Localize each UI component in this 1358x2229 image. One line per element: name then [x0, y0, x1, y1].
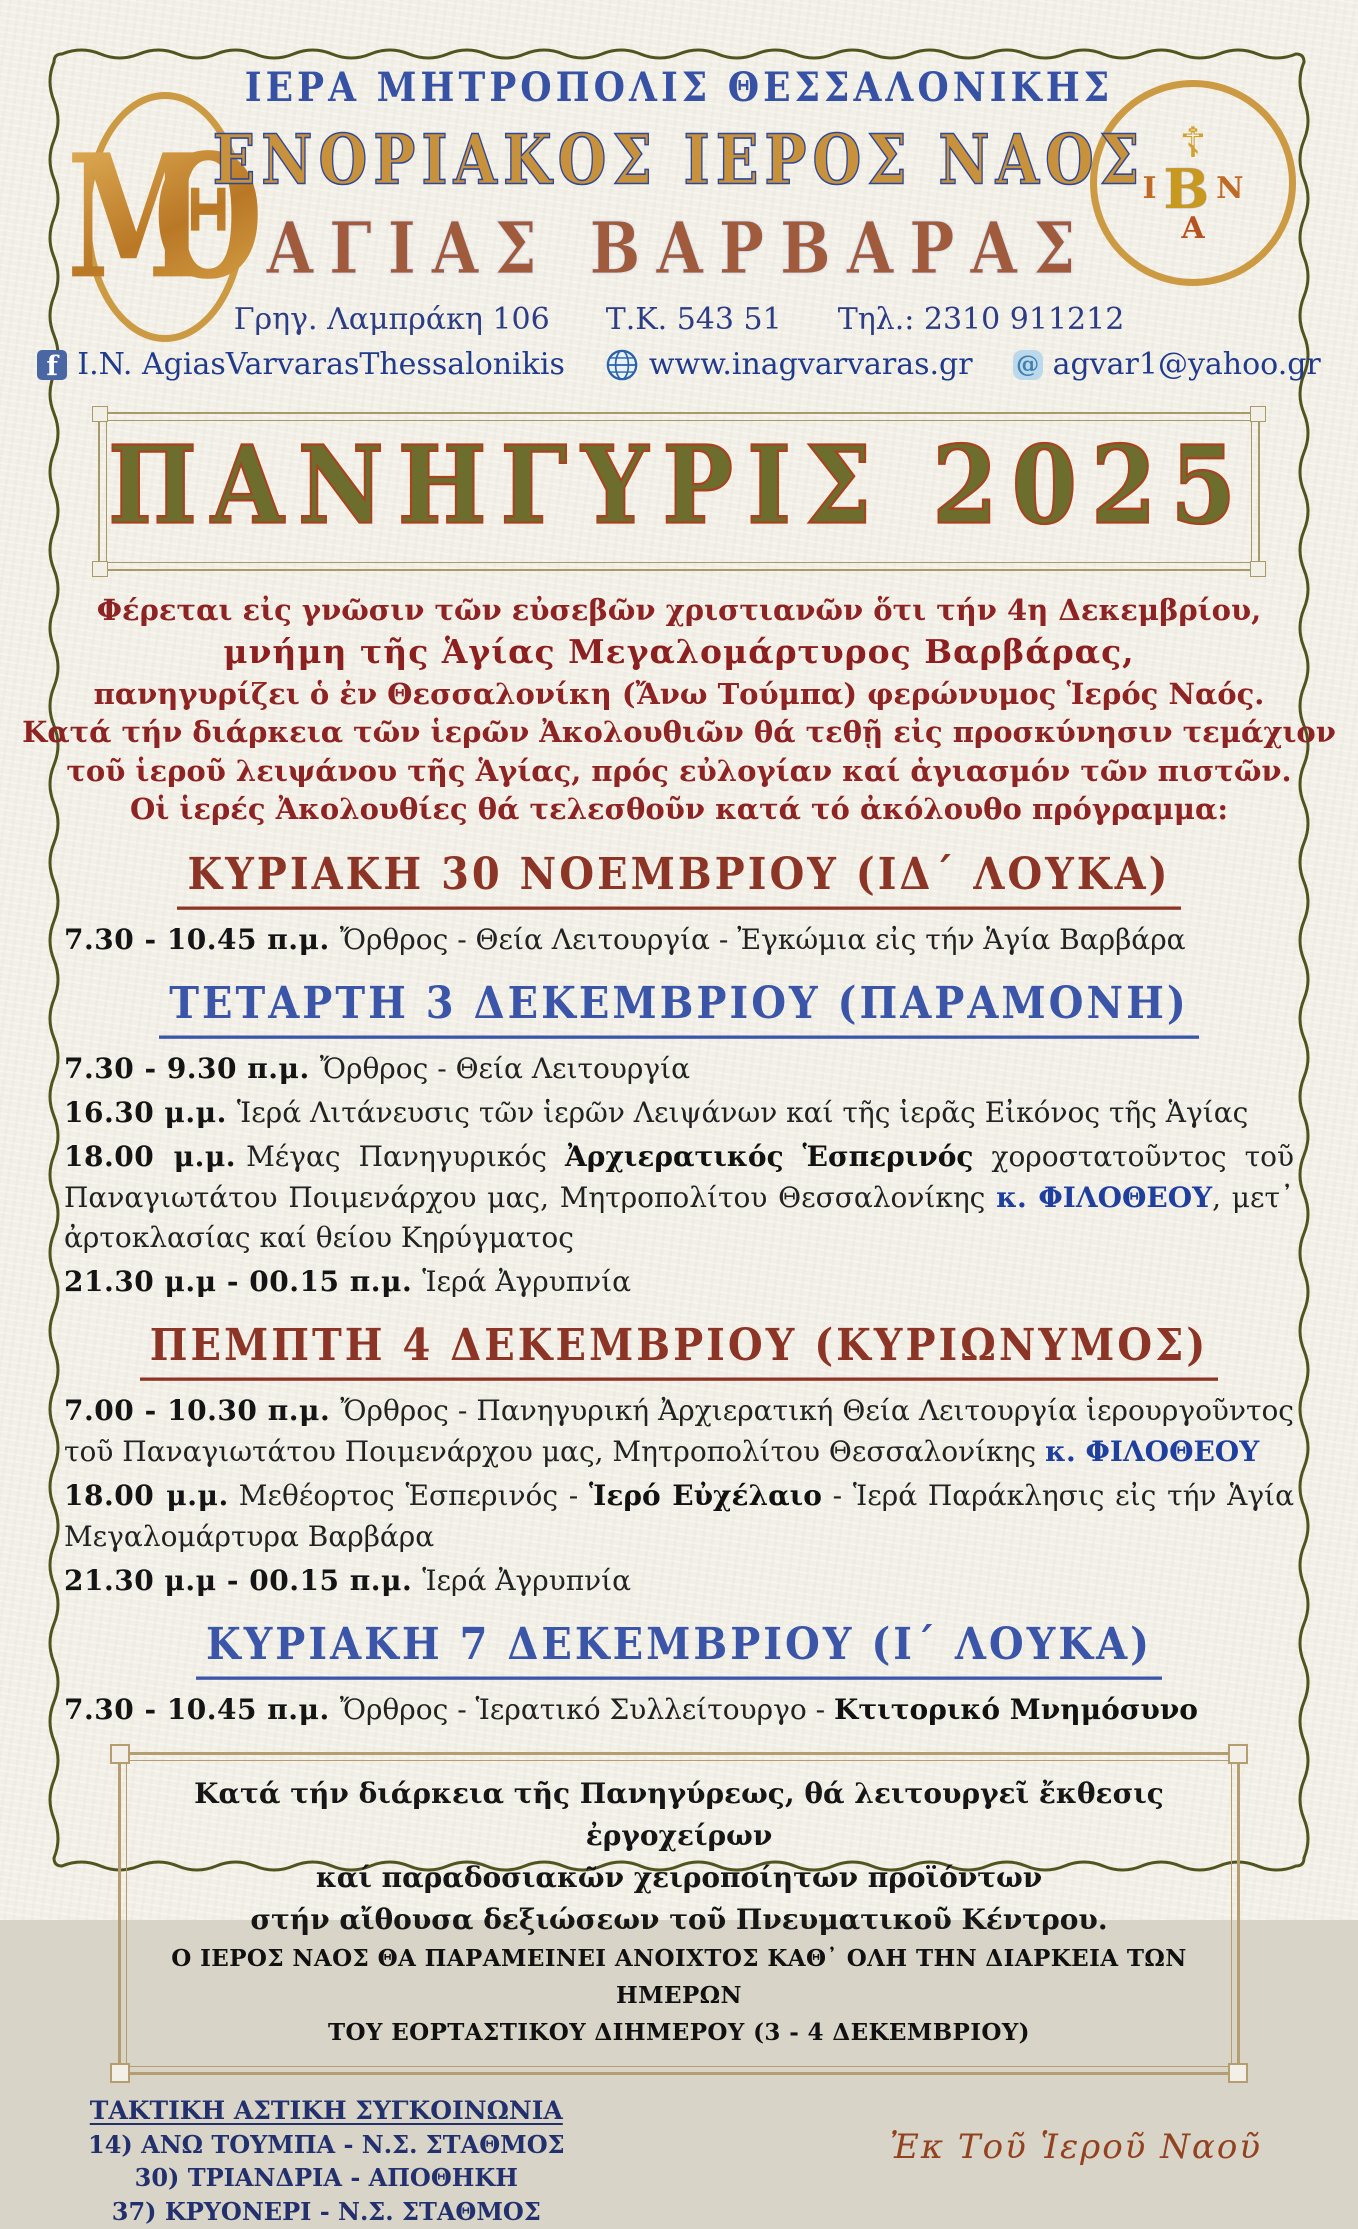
monogram-letter-right: Ν	[1216, 171, 1244, 206]
service-description: Μέγας Πανηγυρικός	[246, 1139, 566, 1173]
phone-number: Τηλ.: 2310 911212	[837, 302, 1125, 337]
frame-corner-ornament	[1250, 406, 1266, 422]
title-frame	[98, 412, 1260, 571]
bus-line: 14) ΑΝΩ ΤΟΥΜΠΑ - Ν.Σ. ΣΤΑΘΜΟΣ	[88, 2129, 565, 2159]
schedule-row	[64, 1690, 1294, 1731]
contacts-line	[0, 347, 1358, 382]
service-highlight: Ἀρχιερατικός Ἑσπερινός	[565, 1139, 974, 1173]
intro-paragraph	[0, 591, 1358, 829]
transport-title: ΤΑΚΤΙΚΗ ΑΣΤΙΚΗ ΣΥΓΚΟΙΝΩΝΙΑ	[89, 2095, 563, 2125]
notice-line: καί παραδοσιακῶν χειροποίητων προϊόντων	[315, 1861, 1043, 1895]
website-contact	[605, 347, 973, 382]
metropolis-name: ΙΕΡΑ ΜΗΤΡΟΠΟΛΙΣ ΘΕΣΣΑΛΟΝΙΚΗΣ	[244, 64, 1114, 112]
service-description: Ἱερά Ἀγρυπνία	[422, 1563, 632, 1597]
schedule-row	[64, 1476, 1294, 1558]
service-time: 18.00 μ.μ.	[64, 1478, 229, 1512]
intro-line: πανηγυρίζει ὁ ἐν Θεσσαλονίκη (Ἄνω Τούμπα) φερώνυμος Ἱερός Ναός.	[93, 676, 1265, 711]
parish-name-line1: ΕΝΟΡΙΑΚΟΣ ΙΕΡΟΣ ΝΑΟΣ	[212, 120, 1146, 201]
schedule-section-sunday-dec7	[0, 1605, 1358, 1731]
notice-corner-ornament	[1228, 2063, 1248, 2083]
service-highlight: Ἱερό Εὐχέλαιο	[589, 1478, 822, 1512]
globe-icon	[605, 348, 639, 382]
public-transport-info	[88, 2093, 565, 2229]
monogram-letter-left: Ι	[1142, 171, 1157, 206]
frame-corner-ornament	[92, 406, 108, 422]
notice-box	[118, 1752, 1240, 2074]
service-highlight: Κτιτορικό Μνημόσυνο	[833, 1692, 1198, 1726]
service-time: 16.30 μ.μ.	[64, 1095, 227, 1129]
notice-corner-ornament	[1228, 1744, 1248, 1764]
facebook-icon: f	[37, 350, 67, 380]
service-time: 21.30 μ.μ - 00.15 π.μ.	[64, 1563, 413, 1597]
title-frame-inner	[106, 420, 1252, 563]
website-url: www.inagvarvaras.gr	[648, 347, 973, 382]
poster-footer	[88, 2093, 1262, 2229]
schedule-row	[64, 1391, 1294, 1473]
service-description: , μετ᾽ ἀρτοκλασίας καί θείου Κηρύγματος	[64, 1180, 1295, 1255]
notice-line-caps: Ο ΙΕΡΟΣ ΝΑΟΣ ΘΑ ΠΑΡΑΜΕΙΝΕΙ ΑΝΟΙΧΤΟΣ ΚΑΘ᾽ ΟΛΗ ΤΗΝ ΔΙΑΡΚΕΙΑ ΤΩΝ ΗΜΕΡΩΝ	[171, 1945, 1187, 2010]
service-time: 7.30 - 10.45 π.μ.	[64, 923, 330, 957]
notice-line: στήν αἴθουσα δεξιώσεων τοῦ Πνευματικοῦ Κέντρου.	[250, 1903, 1108, 1937]
bus-line: 30) ΤΡΙΑΝΔΡΙΑ - ΑΠΟΘΗΚΗ	[134, 2163, 518, 2193]
service-time: 7.30 - 10.45 π.μ.	[64, 1692, 330, 1726]
notice-corner-ornament	[110, 1744, 130, 1764]
service-description: χοροστατοῦντος τοῦ Παναγιωτάτου Ποιμενάρχου μας, Μητροπολίτου Θεσσαλονίκης	[64, 1139, 1294, 1214]
monogram-letter-bottom: Α	[1181, 211, 1205, 246]
notice-box-inner	[126, 1760, 1232, 2066]
intro-line: Κατά τήν διάρκεια τῶν ἱερῶν Ἀκολουθιῶν θά τεθῇ εἰς προσκύνησιν τεμάχιον	[22, 715, 1336, 750]
schedule-section-sunday-nov30	[0, 835, 1358, 961]
email-icon: @	[1013, 350, 1043, 380]
schedule-row	[64, 1049, 1294, 1090]
postal-code: Τ.Κ. 543 51	[605, 302, 782, 337]
section-title: ΚΥΡΙΑΚΗ 7 ΔΕΚΕΜΒΡΙΟΥ (Ι΄ ΛΟΥΚΑ)	[196, 1618, 1162, 1680]
schedule-section-thursday-dec4	[0, 1306, 1358, 1601]
bus-line: 37) ΚΡΥΟΝΕΡΙ - Ν.Σ. ΣΤΑΘΜΟΣ	[111, 2196, 541, 2226]
section-title: ΚΥΡΙΑΚΗ 30 ΝΟΕΜΒΡΙΟΥ (ΙΔ΄ ΛΟΥΚΑ)	[177, 848, 1180, 910]
frame-corner-ornament	[92, 561, 108, 577]
service-time: 21.30 μ.μ - 00.15 π.μ.	[64, 1265, 413, 1299]
service-description: Ἱερά Λιτάνευσις τῶν ἱερῶν Λειψάνων καί τῆς ἱερᾶς Εἰκόνος τῆς Ἁγίας	[236, 1095, 1249, 1129]
facebook-contact	[37, 347, 565, 382]
monogram-letter-center: Β	[1163, 157, 1210, 221]
orthodox-cross-icon: ☦	[1179, 118, 1207, 167]
service-time: 18.00 μ.μ.	[64, 1139, 237, 1173]
metropolitan-name: κ. ΦΙΛΟΘΕΟΥ	[1044, 1435, 1260, 1469]
service-description: Ὄρθρος - Ἱερατικό Συλλείτουργο -	[339, 1692, 834, 1726]
frame-corner-ornament	[1250, 561, 1266, 577]
service-time: 7.30 - 9.30 π.μ.	[64, 1051, 310, 1085]
facebook-label: I.N. AgiasVarvarasThessalonikis	[77, 347, 565, 382]
notice-corner-ornament	[110, 2063, 130, 2083]
intro-line: Οἱ ἱερές Ἀκολουθίες θά τελεσθοῦν κατά τό ἀκόλουθο πρόγραμμα:	[129, 792, 1229, 827]
schedule-row	[64, 1561, 1294, 1602]
section-title: ΠΕΜΠΤΗ 4 ΔΕΚΕΜΒΡΙΟΥ (ΚΥΡΙΩΝΥΜΟΣ)	[140, 1319, 1219, 1381]
email-address: agvar1@yahoo.gr	[1052, 347, 1321, 382]
intro-line: Φέρεται εἰς γνῶσιν τῶν εὐσεβῶν χριστιανῶν ὅτι τήν 4η Δεκεμβρίου,	[96, 592, 1262, 627]
section-title: ΤΕΤΑΡΤΗ 3 ΔΕΚΕΜΒΡΙΟΥ (ΠΑΡΑΜΟΝΗ)	[159, 977, 1199, 1039]
signature: Ἐκ Τοῦ Ἱεροῦ Ναοῦ	[889, 2126, 1262, 2167]
service-description: Μεθέορτος Ἑσπερινός -	[238, 1478, 590, 1512]
schedule-row	[64, 1093, 1294, 1134]
notice-line: Κατά τήν διάρκεια τῆς Πανηγύρεως, θά λειτουργεῖ ἔκθεσις ἐργοχείρων	[194, 1777, 1164, 1853]
metropolis-monogram-letters: ΜΘ	[67, 117, 263, 317]
service-description: - Ἱερά Παράκλησις εἰς τήν Ἁγία Μεγαλομάρτυρα Βαρβάρα	[64, 1478, 1294, 1553]
schedule-row	[64, 920, 1294, 961]
schedule-section-wednesday-dec3	[0, 964, 1358, 1303]
service-description: Ὄρθρος - Θεία Λειτουργία - Ἐγκώμια εἰς τήν Ἁγία Βαρβάρα	[339, 923, 1186, 957]
service-description: Ὄρθρος - Πανηγυρική Ἀρχιερατική Θεία Λειτουργία ἱερουργοῦντος τοῦ Παναγιωτάτου Ποιμενάρχου μας, Μητροπολίτου Θεσσαλονίκης	[64, 1394, 1294, 1469]
address-line	[0, 302, 1358, 337]
feast-title: ΠΑΝΗΓΥΡΙΣ 2025	[108, 423, 1250, 549]
service-description: Ὄρθρος - Θεία Λειτουργία	[319, 1051, 690, 1085]
notice-line-caps: ΤΟΥ ΕΟΡΤΑΣΤΙΚΟΥ ΔΙΗΜΕΡΟΥ (3 - 4 ΔΕΚΕΜΒΡΙΟΥ)	[328, 2019, 1030, 2046]
schedule	[0, 835, 1358, 1730]
metropolitan-name: κ. ΦΙΛΟΘΕΟΥ	[996, 1180, 1213, 1214]
schedule-row	[64, 1262, 1294, 1303]
intro-line: τοῦ ἱεροῦ λειψάνου τῆς Ἁγίας, πρός εὐλογίαν καί ἁγιασμόν τῶν πιστῶν.	[66, 753, 1292, 788]
email-contact	[1013, 347, 1321, 382]
parish-name-line2: ΑΓΙΑΣ ΒΑΡΒΑΡΑΣ	[266, 208, 1092, 291]
service-description: Ἱερά Ἀγρυπνία	[422, 1265, 632, 1299]
intro-line-feast: μνήμη τῆς Ἁγίας Μεγαλομάρτυρος Βαρβάρας,	[223, 632, 1135, 672]
service-time: 7.00 - 10.30 π.μ.	[64, 1394, 331, 1428]
schedule-row	[64, 1137, 1294, 1260]
street-address: Γρηγ. Λαμπράκη 106	[233, 302, 550, 337]
